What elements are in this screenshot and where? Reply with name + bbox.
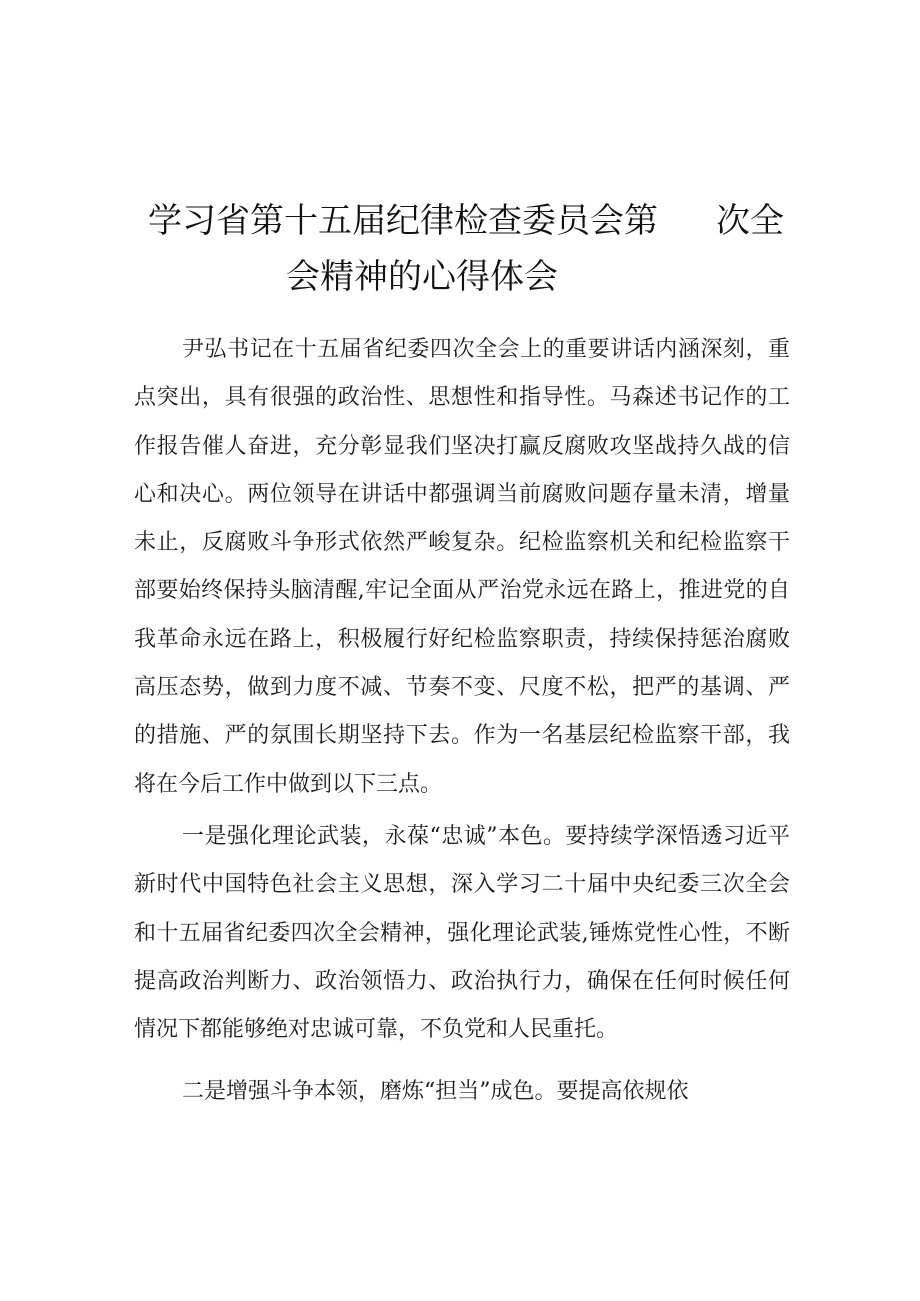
title-line-1-part-1: 学习省第十五届纪律检查委员会第 [148, 200, 658, 241]
paragraph-point-two: 二是增强斗争本领，磨炼“担当”成色。要提高依规依 [182, 1079, 689, 1105]
title-line-1-part-2: 次全 [716, 200, 784, 241]
paragraph-point-one: 一是强化理论武装，永葆“忠诚”本色。要持续学深悟透习近平新时代中国特色社会主义思想，深入学习二十届中央纪委三次全会和十五届省纪委四次全会精神，强化理论武装,锤炼党性心性，不断提高政治判断力、政治领悟力、政治执行力，确保在任何时候任何情况下都能够绝对忠诚可靠，不负党和人民重托。 [134, 823, 790, 1043]
document-body [134, 326, 790, 1117]
title-line-1 [120, 193, 800, 249]
paragraph-intro: 尹弘书记在十五届省纪委四次全会上的重要讲话内涵深刻，重点突出，具有很强的政治性、思想性和指导性。马森述书记作的工作报告催人奋进，充分彰显我们坚决打赢反腐败攻坚战持久战的信心和决心。两位领导在讲话中都强调当前腐败问题存量未清，增量未止，反腐败斗争形式依然严峻复杂。纪检监察机关和纪检监察干部要始终保持头脑清醒,牢记全面从严治党永远在路上，推进党的自我革命永远在路上，积极履行好纪检监察职责，持续保持惩治腐败高压态势，做到力度不减、节奏不变、尺度不松，把严的基调、严的措施、严的氛围长期坚持下去。作为一名基层纪检监察干部，我将在今后工作中做到以下三点。 [134, 337, 790, 797]
title-line-2: 会精神的心得体会 [286, 256, 558, 297]
document-title [120, 193, 800, 305]
